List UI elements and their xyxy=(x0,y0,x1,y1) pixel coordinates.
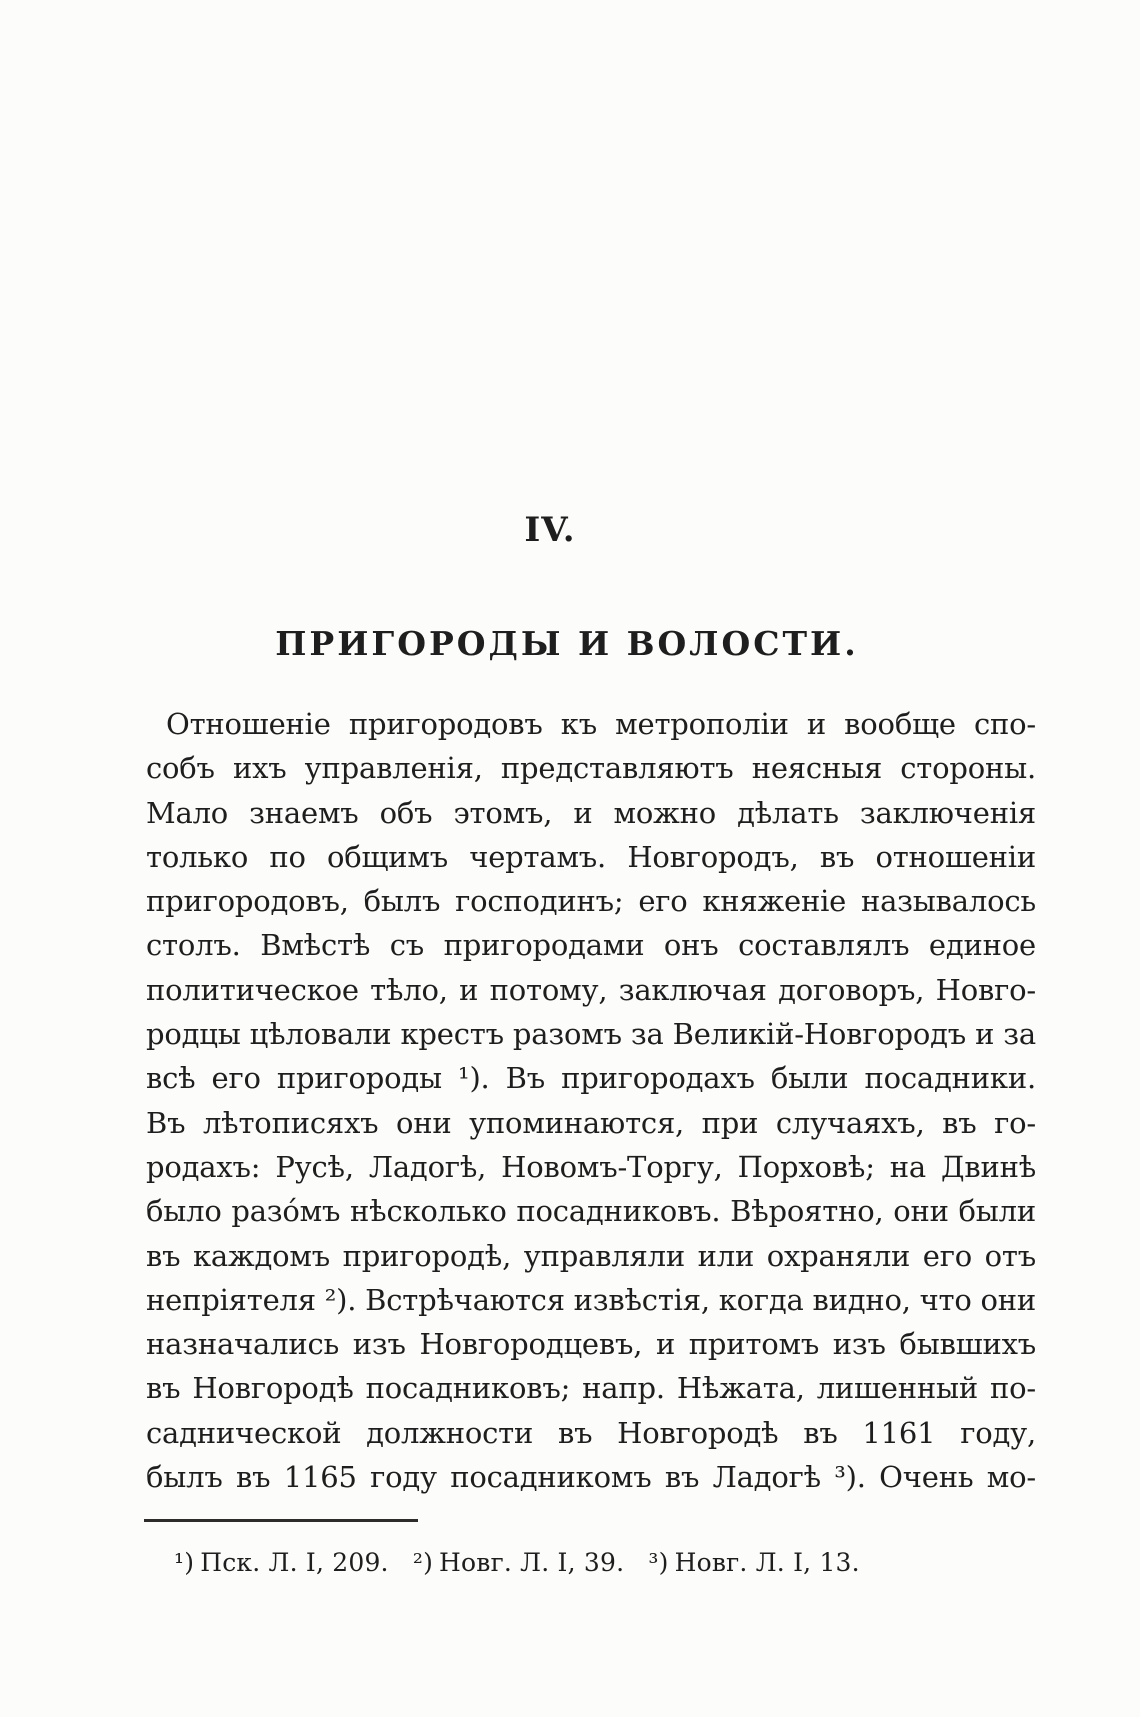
body-line: политическое тѣло, и потому, заключая договоръ, Новго- xyxy=(146,972,1036,1007)
body-line: столъ. Вмѣстѣ съ пригородами онъ составлялъ единое xyxy=(146,928,1036,963)
body-line: собъ ихъ управленія, представляютъ неясныя стороны. xyxy=(146,751,1036,786)
footnote-text: Новг. Л. I, 39. xyxy=(439,1548,625,1577)
body-line: Отношеніе пригородовъ къ метрополіи и вообще спо- xyxy=(166,707,1036,741)
footnote-entry xyxy=(174,1548,389,1577)
body-line: всѣ его пригороды ¹). Въ пригородахъ были посадники. xyxy=(146,1061,1036,1096)
body-line: въ Новгородѣ посадниковъ; напр. Нѣжата, лишенный по- xyxy=(146,1371,1036,1406)
footnote-entry xyxy=(648,1548,859,1577)
body-line: родахъ: Русѣ, Ладогѣ, Новомъ-Торгу, Порховѣ; на Двинѣ xyxy=(146,1149,1036,1184)
body-line: непріятеля ²). Встрѣчаются извѣстія, когда видно, что они xyxy=(146,1282,1036,1317)
body-text xyxy=(146,702,1036,1499)
body-line: былъ въ 1165 году посадникомъ въ Ладогѣ ³). Очень мо- xyxy=(146,1460,1036,1495)
footnote-text: Пск. Л. I, 209. xyxy=(200,1548,389,1577)
chapter-title: ПРИГОРОДЫ И ВОЛОСТИ. xyxy=(275,624,859,663)
chapter-number: IV. xyxy=(524,510,576,550)
body-line: было разо́мъ нѣсколько посадниковъ. Вѣроятно, они были xyxy=(146,1194,1036,1229)
body-line: назначались изъ Новгородцевъ, и притомъ изъ бывшихъ xyxy=(146,1327,1036,1362)
footnote-rule xyxy=(144,1519,418,1522)
body-line: Въ лѣтописяхъ они упоминаются, при случаяхъ, въ го- xyxy=(146,1105,1036,1140)
body-line: саднической должности въ Новгородѣ въ 1161 году, xyxy=(146,1415,1036,1450)
footnote-marker: ¹) xyxy=(174,1548,195,1577)
body-line: въ каждомъ пригородѣ, управляли или охраняли его отъ xyxy=(146,1238,1036,1273)
body-line: пригородовъ, былъ господинъ; его княженіе называлось xyxy=(146,884,1036,919)
footnote-marker: ³) xyxy=(648,1548,669,1577)
body-line: только по общимъ чертамъ. Новгородъ, въ отношеніи xyxy=(146,839,1036,874)
footnote-marker: ²) xyxy=(412,1548,434,1577)
footnote-text: Новг. Л. I, 13. xyxy=(674,1548,860,1577)
footnote-entry xyxy=(413,1548,624,1577)
footnotes xyxy=(146,1548,1036,1577)
body-line: Мало знаемъ объ этомъ, и можно дѣлать заключенія xyxy=(146,795,1036,830)
body-line: родцы цѣловали крестъ разомъ за Великій-Новгородъ и за xyxy=(146,1017,1036,1052)
